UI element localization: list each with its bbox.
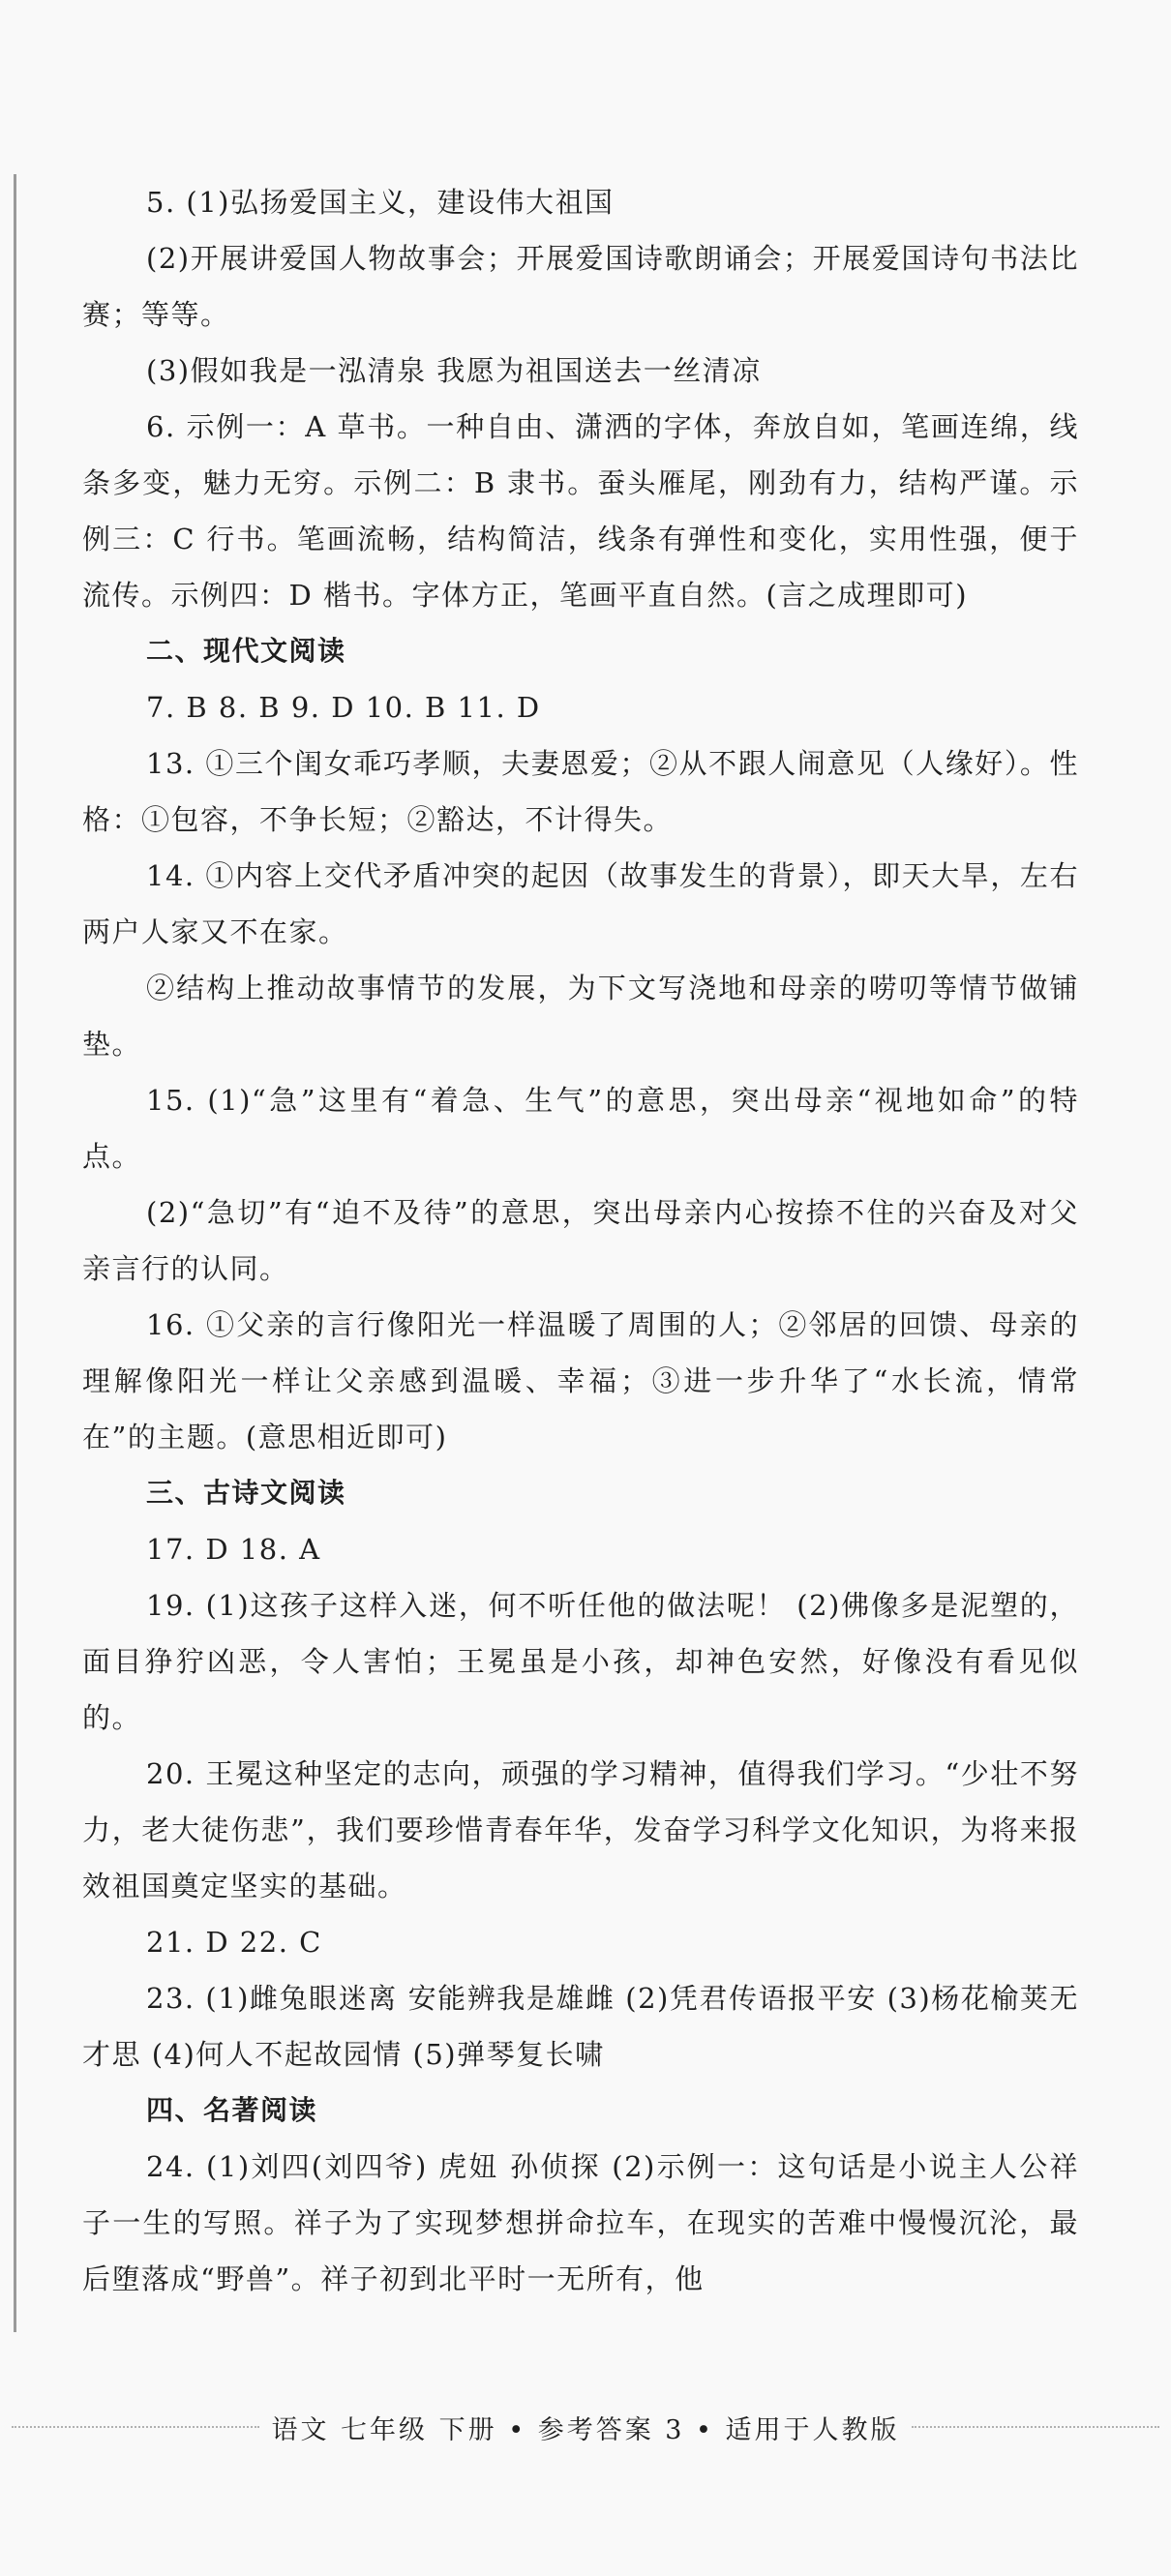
answer-6: 6. 示例一：A 草书。一种自由、潇洒的字体，奔放自如，笔画连绵，线条多变，魅力无穷。示例二：B 隶书。蚕头雁尾，刚劲有力，结构严谨。示例三：C 行书。笔画流畅，结构简洁，线条有弹性和变化，实用性强，便于流传。示例四：D 楷书。字体方正，笔画平直自然。(言之成理即可)	[82, 410, 1079, 612]
section-heading-classical-reading: 三、古诗文阅读	[146, 1477, 346, 1509]
footer-dotted-rule-right	[912, 2426, 1159, 2428]
answer-5-1: 5. (1)弘扬爱国主义，建设伟大祖国	[146, 186, 615, 219]
answer-23: 23. (1)雌兔眼迷离 安能辨我是雄雌 (2)凭君传语报平安 (3)杨花榆荚无才思 (4)何人不起故园情 (5)弹琴复长啸	[82, 1982, 1079, 2071]
page-footer	[0, 2408, 1171, 2446]
answer-5-3: (3)假如我是一泓清泉 我愿为祖国送去一丝清凉	[146, 354, 762, 387]
answer-5-2: (2)开展讲爱国人物故事会；开展爱国诗歌朗诵会；开展爱国诗句书法比赛；等等。	[82, 242, 1079, 331]
answer-17-18: 17. D 18. A	[146, 1533, 321, 1566]
answer-16: 16. ①父亲的言行像阳光一样温暖了周围的人；②邻居的回馈、母亲的理解像阳光一样让父亲感到温暖、幸福；③进一步升华了“水长流，情常在”的主题。(意思相近即可)	[82, 1308, 1079, 1453]
answer-13: 13. ①三个闺女乖巧孝顺，夫妻恩爱；②从不跟人闹意见（人缘好）。性格：①包容，不争长短；②豁达，不计得失。	[82, 747, 1079, 836]
footer-dotted-rule-left	[12, 2426, 259, 2428]
answer-21-22: 21. D 22. C	[146, 1926, 322, 1959]
answer-20: 20. 王冕这种坚定的志向，顽强的学习精神，值得我们学习。“少壮不努力，老大徒伤悲”，我们要珍惜青春年华，发奋学习科学文化知识，为将来报效祖国奠定坚实的基础。	[82, 1757, 1079, 1902]
answer-24: 24. (1)刘四(刘四爷) 虎妞 孙侦探 (2)示例一：这句话是小说主人公祥子一生的写照。祥子为了实现梦想拼命拉车，在现实的苦难中慢慢沉沦，最后堕落成“野兽”。祥子初到北平时一无所有，他	[82, 2150, 1079, 2295]
answer-14-1: 14. ①内容上交代矛盾冲突的起因（故事发生的背景），即天大旱，左右两户人家又不在家。	[82, 859, 1079, 948]
answer-15-2: (2)“急切”有“迫不及待”的意思，突出母亲内心按捺不住的兴奋及对父亲言行的认同。	[82, 1196, 1079, 1285]
answer-19: 19. (1)这孩子这样入迷，何不听任他的做法呢！ (2)佛像多是泥塑的，面目狰狞凶恶，令人害怕；王冕虽是小孩，却神色安然，好像没有看见似的。	[82, 1589, 1079, 1734]
left-margin-rule	[14, 174, 16, 2332]
answer-7-11: 7. B 8. B 9. D 10. B 11. D	[146, 691, 541, 724]
answer-14-2: ②结构上推动故事情节的发展，为下文写浇地和母亲的唠叨等情节做铺垫。	[82, 972, 1079, 1061]
section-heading-classics-reading: 四、名著阅读	[146, 2094, 318, 2126]
answer-content	[82, 174, 1079, 2307]
section-heading-modern-reading: 二、现代文阅读	[146, 635, 346, 667]
footer-label: 语文 七年级 下册 • 参考答案 3 • 适用于人教版	[271, 2414, 900, 2445]
answer-15-1: 15. (1)“急”这里有“着急、生气”的意思，突出母亲“视地如命”的特点。	[82, 1084, 1079, 1173]
